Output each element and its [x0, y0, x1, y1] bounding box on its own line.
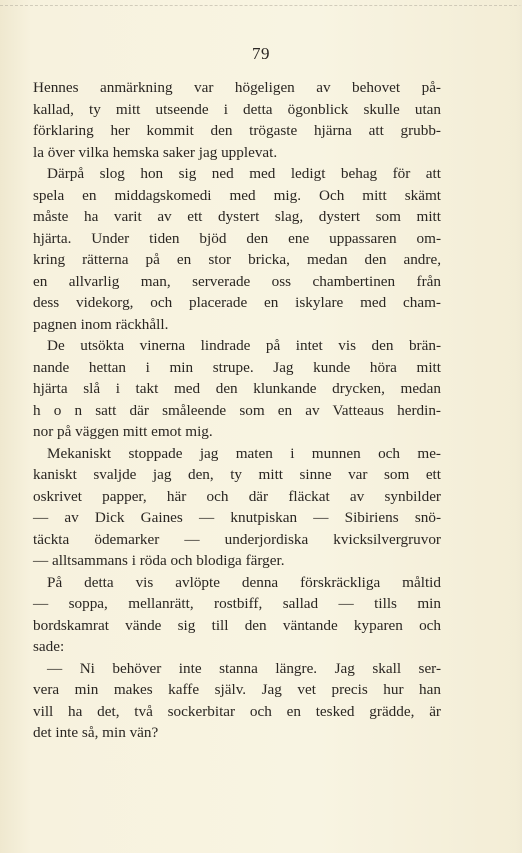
text-line: De utsökta vinerna lindrade på intet vis den brän- [47, 337, 441, 354]
text-line: vill ha det, två sockerbitar och en tesked grädde, är [33, 702, 441, 720]
text-line: kaniskt svaljde jag den, ty mitt sinne var som ett [33, 466, 441, 483]
text-line: täckta ödemarker — underjordiska kvicksilvergruvor [33, 530, 441, 548]
text-line: hjärta slå i takt med den klunkande drycken, medan [33, 380, 441, 397]
text-line: Mekaniskt stoppade jag maten i munnen och me- [47, 444, 441, 462]
text-line: spela en middagskomedi med mig. Och mitt skämt [33, 186, 441, 204]
text-line: Därpå slog hon sig ned med ledigt behag för att [47, 165, 441, 182]
text-line: h o n satt där småleende som en av Vatteaus herdin- [33, 401, 441, 419]
text-line: — alltsammans i röda och blodiga färger. [33, 552, 285, 569]
text-line: kring rätterna på en stor bricka, medan den andre, [33, 251, 441, 268]
text-line: — soppa, mellanrätt, rostbiff, sallad — tills min [33, 595, 441, 612]
text-line: förklaring her kommit den trögaste hjärna att grubb- [33, 122, 441, 139]
text-line: Hennes anmärkning var högeligen av behovet på- [33, 79, 441, 96]
text-line: — av Dick Gaines — knutpiskan — Sibiriens snö- [33, 509, 441, 526]
page-top-edge [0, 5, 522, 7]
text-line: vera min makes kaffe själv. Jag vet precis hur han [33, 681, 441, 698]
text-line: nande hettan i min strupe. Jag kunde höra mitt [33, 358, 441, 376]
text-line: la över vilka hemska saker jag upplevat. [33, 143, 278, 161]
text-line: nor på väggen mitt emot mig. [33, 423, 213, 440]
text-line: sade: [33, 638, 65, 655]
text-line: det inte så, min vän? [33, 724, 159, 741]
text-line: hjärta. Under tiden bjöd den ene uppassaren om- [33, 229, 441, 247]
text-line: bordskamrat vände sig till den väntande kyparen och [33, 616, 441, 634]
text-line: en allvarlig man, serverade oss chambertinen från [33, 272, 441, 290]
text-line: oskrivet papper, här och där fläckat av synbilder [33, 487, 441, 505]
text-line: pagnen inom räckhåll. [33, 315, 169, 333]
page-right-edge [516, 0, 522, 853]
text-line: — Ni behöver inte stanna längre. Jag skall ser- [47, 659, 441, 677]
text-line: På detta vis avlöpte denna förskräckliga måltid [47, 573, 441, 591]
text-line: dess videkorg, och placerade en iskylare med cham- [33, 294, 441, 311]
text-line: kallad, ty mitt utseende i detta ögonblick skulle utan [33, 100, 441, 118]
page-number: 79 [252, 44, 270, 63]
body-text [33, 77, 441, 744]
text-line: måste ha varit av ett dystert slag, dystert som mitt [33, 208, 441, 225]
